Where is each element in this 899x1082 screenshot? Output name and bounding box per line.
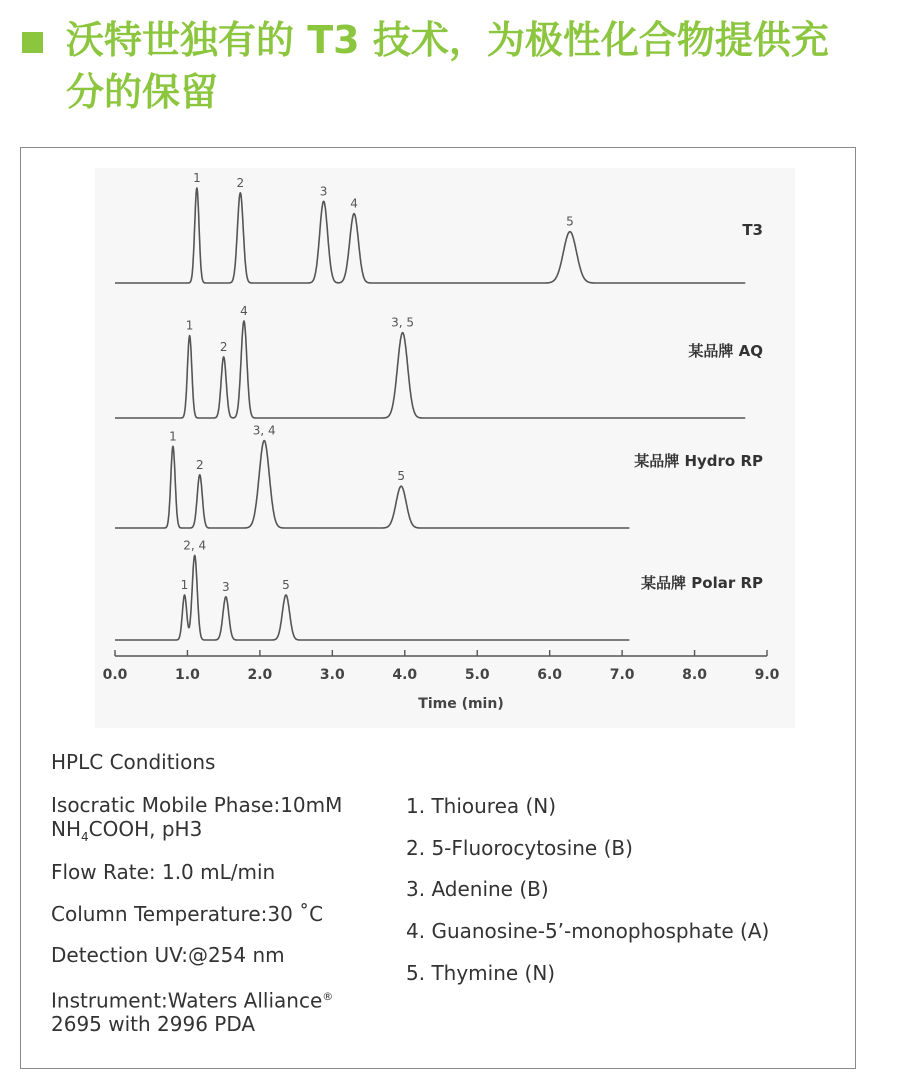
trace-name-label: 某品牌 Hydro RP	[634, 452, 763, 470]
conditions-title: HPLC Conditions	[51, 750, 216, 774]
peak-label: 2, 4	[183, 538, 207, 553]
x-tick-label: 6.0	[537, 667, 563, 683]
x-tick-label: 8.0	[682, 667, 707, 683]
peak-label: 2	[219, 339, 228, 354]
peak-label: 1	[169, 429, 177, 444]
mobile-phase-line2	[51, 817, 202, 849]
compound-3: 3. Adenine (B)	[406, 877, 549, 901]
square-bullet-icon	[22, 32, 43, 53]
chromatogram-chart	[95, 168, 795, 728]
x-tick-label: 4.0	[392, 667, 418, 683]
peak-label: 3	[221, 579, 230, 594]
peak-label: 5	[566, 214, 574, 229]
instrument-text: Instrument:Waters Alliance	[51, 988, 323, 1013]
x-tick-label: 2.0	[247, 667, 273, 683]
mobile-phase-nh: NH	[51, 817, 81, 841]
x-tick-label: 3.0	[319, 667, 345, 683]
compound-2: 2. 5-Fluorocytosine (B)	[406, 836, 633, 860]
x-tick-label: 1.0	[175, 667, 200, 683]
peak-label: 3, 5	[391, 315, 415, 330]
x-tick-label: 7.0	[609, 667, 635, 683]
peak-label: 2	[236, 175, 245, 190]
registered-mark: ®	[322, 990, 334, 1003]
peak-label: 4	[240, 304, 248, 318]
x-tick-label: 0.0	[102, 667, 128, 683]
trace-name-label: 某品牌 Polar RP	[641, 574, 763, 592]
x-tick-label: 5.0	[464, 667, 490, 683]
mobile-phase-rest: COOH, pH3	[88, 817, 203, 841]
flow-rate: Flow Rate: 1.0 mL/min	[51, 860, 276, 884]
instrument-line1	[51, 985, 333, 1013]
peak-label: 1	[185, 318, 194, 333]
peak-label: 5	[282, 578, 290, 592]
page-title: 沃特世独有的 T3 技术，为极性化合物提供充分的保留	[66, 18, 829, 114]
trace-name-label: T3	[742, 221, 763, 239]
detection: Detection UV:@254 nm	[51, 943, 285, 967]
peak-label: 5	[397, 469, 406, 484]
column-temperature: Column Temperature:30 ˚C	[51, 902, 324, 926]
mobile-phase-subscript: 4	[81, 830, 89, 844]
peak-label: 4	[350, 196, 358, 211]
instrument-line2: 2695 with 2996 PDA	[51, 1012, 256, 1036]
peak-label: 3, 4	[252, 423, 276, 438]
peak-label: 3	[319, 184, 328, 199]
x-axis-label: Time (min)	[418, 696, 504, 712]
peak-label: 1	[180, 578, 189, 592]
mobile-phase-line1: Isocratic Mobile Phase:10mM	[51, 793, 343, 817]
trace-name-label: 某品牌 AQ	[688, 342, 763, 360]
compound-1: 1. Thiourea (N)	[406, 794, 557, 818]
peak-label: 1	[193, 171, 201, 185]
x-tick-label: 9.0	[754, 667, 780, 683]
compound-4: 4. Guanosine-5’-monophosphate (A)	[406, 919, 770, 943]
peak-label: 2	[195, 457, 204, 472]
compound-5: 5. Thymine (N)	[406, 961, 556, 985]
